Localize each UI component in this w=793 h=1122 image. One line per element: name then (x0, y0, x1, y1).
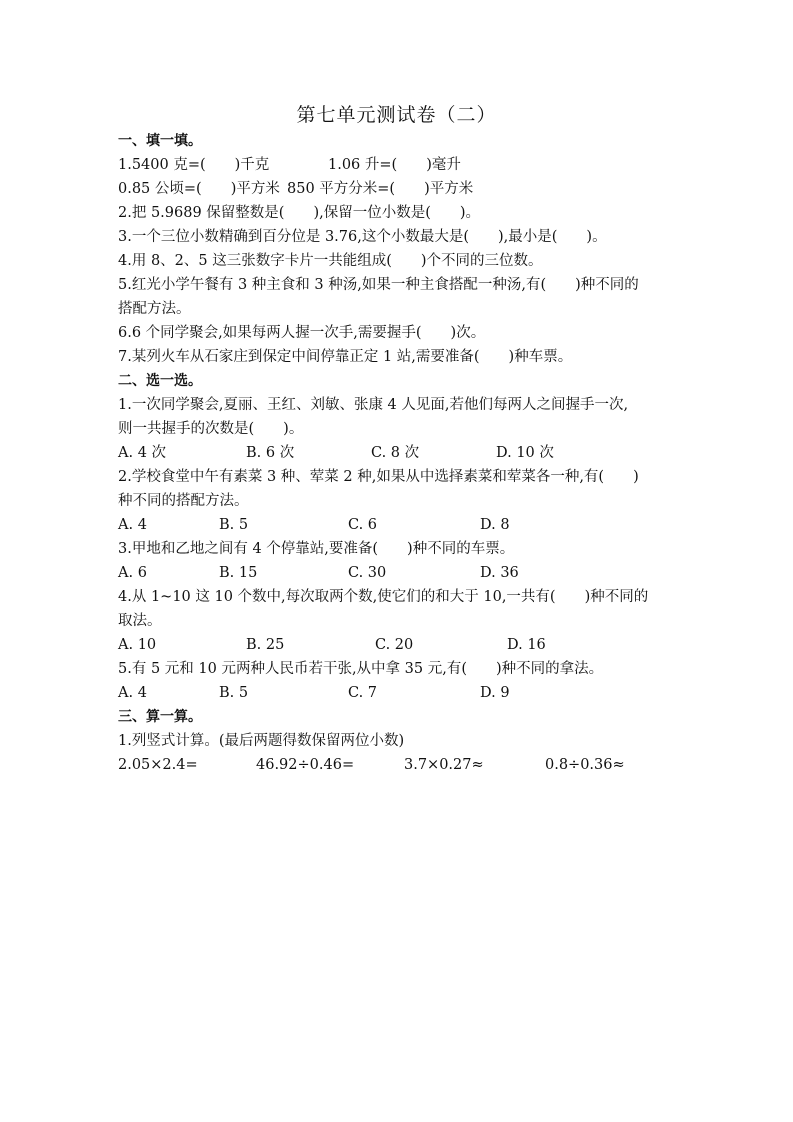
s2-q2-line1: 2.学校食堂中午有素菜 3 种、荤菜 2 种,如果从中选择素菜和荤菜各一种,有( ) (118, 469, 639, 485)
s2-q2-option-d: D. 8 (480, 517, 510, 533)
s3-calc-2: 46.92÷0.46= (256, 757, 355, 773)
s2-q4-option-b: B. 25 (246, 637, 285, 653)
s2-q3-option-d: D. 36 (480, 565, 519, 581)
s2-q4-line2: 取法。 (118, 613, 162, 629)
s2-q4-option-a: A. 10 (118, 637, 157, 653)
s2-q5-option-b: B. 5 (219, 685, 249, 701)
s2-q2-option-a: A. 4 (118, 517, 147, 533)
s2-q1-line1: 1.一次同学聚会,夏丽、王红、刘敏、张康 4 人见面,若他们每两人之间握手一次, (118, 397, 629, 413)
s1-q1d: 850 平方分米=( )平方米 (287, 181, 474, 197)
s2-q1-line2: 则一共握手的次数是( )。 (118, 421, 304, 437)
s2-q5-option-a: A. 4 (118, 685, 147, 701)
s2-q5-line1: 5.有 5 元和 10 元两种人民币若干张,从中拿 35 元,有( )种不同的拿法。 (118, 661, 604, 677)
s1-q6: 6.6 个同学聚会,如果每两人握一次手,需要握手( )次。 (118, 325, 486, 341)
s3-calc-1: 2.05×2.4= (118, 757, 198, 773)
section2-heading: 二、选一选。 (118, 373, 202, 389)
s2-q3-option-b: B. 15 (219, 565, 258, 581)
page-title: 第七单元测试卷（二） (296, 104, 497, 126)
s1-q2: 2.把 5.9689 保留整数是( ),保留一位小数是( )。 (118, 205, 481, 221)
s2-q1-option-c: C. 8 次 (371, 445, 420, 461)
s2-q1-option-d: D. 10 次 (496, 445, 554, 461)
s2-q2-line2: 种不同的搭配方法。 (118, 493, 249, 509)
s2-q5-option-d: D. 9 (480, 685, 510, 701)
s1-q3: 3.一个三位小数精确到百分位是 3.76,这个小数最大是( ),最小是( )。 (118, 229, 607, 245)
s2-q4-option-c: C. 20 (375, 637, 414, 653)
s1-q1a: 1.5400 克=( )千克 (118, 157, 270, 173)
s1-q1b: 1.06 升=( )毫升 (328, 157, 461, 173)
s1-q5-line2: 搭配方法。 (118, 301, 191, 317)
s1-q1c: 0.85 公顷=( )平方米 (118, 181, 280, 197)
section1-heading: 一、填一填。 (118, 133, 202, 149)
s2-q3-line1: 3.甲地和乙地之间有 4 个停靠站,要准备( )种不同的车票。 (118, 541, 515, 557)
s2-q1-option-a: A. 4 次 (118, 445, 167, 461)
s2-q2-option-c: C. 6 (348, 517, 378, 533)
s2-q4-option-d: D. 16 (507, 637, 546, 653)
section3-heading: 三、算一算。 (118, 709, 202, 725)
s2-q5-option-c: C. 7 (348, 685, 378, 701)
s1-q7: 7.某列火车从石家庄到保定中间停靠正定 1 站,需要准备( )种车票。 (118, 349, 573, 365)
s1-q4: 4.用 8、2、5 这三张数字卡片一共能组成( )个不同的三位数。 (118, 253, 543, 269)
s3-q1: 1.列竖式计算。(最后两题得数保留两位小数) (118, 733, 405, 749)
s1-q5-line1: 5.红光小学午餐有 3 种主食和 3 种汤,如果一种主食搭配一种汤,有( )种不同的 (118, 277, 639, 293)
s2-q2-option-b: B. 5 (219, 517, 249, 533)
s3-calc-3: 3.7×0.27≈ (404, 757, 484, 773)
s2-q1-option-b: B. 6 次 (246, 445, 295, 461)
s2-q3-option-c: C. 30 (348, 565, 387, 581)
s2-q3-option-a: A. 6 (118, 565, 147, 581)
s2-q4-line1: 4.从 1~10 这 10 个数中,每次取两个数,使它们的和大于 10,一共有( )种不同的 (118, 589, 649, 605)
s3-calc-4: 0.8÷0.36≈ (545, 757, 625, 773)
